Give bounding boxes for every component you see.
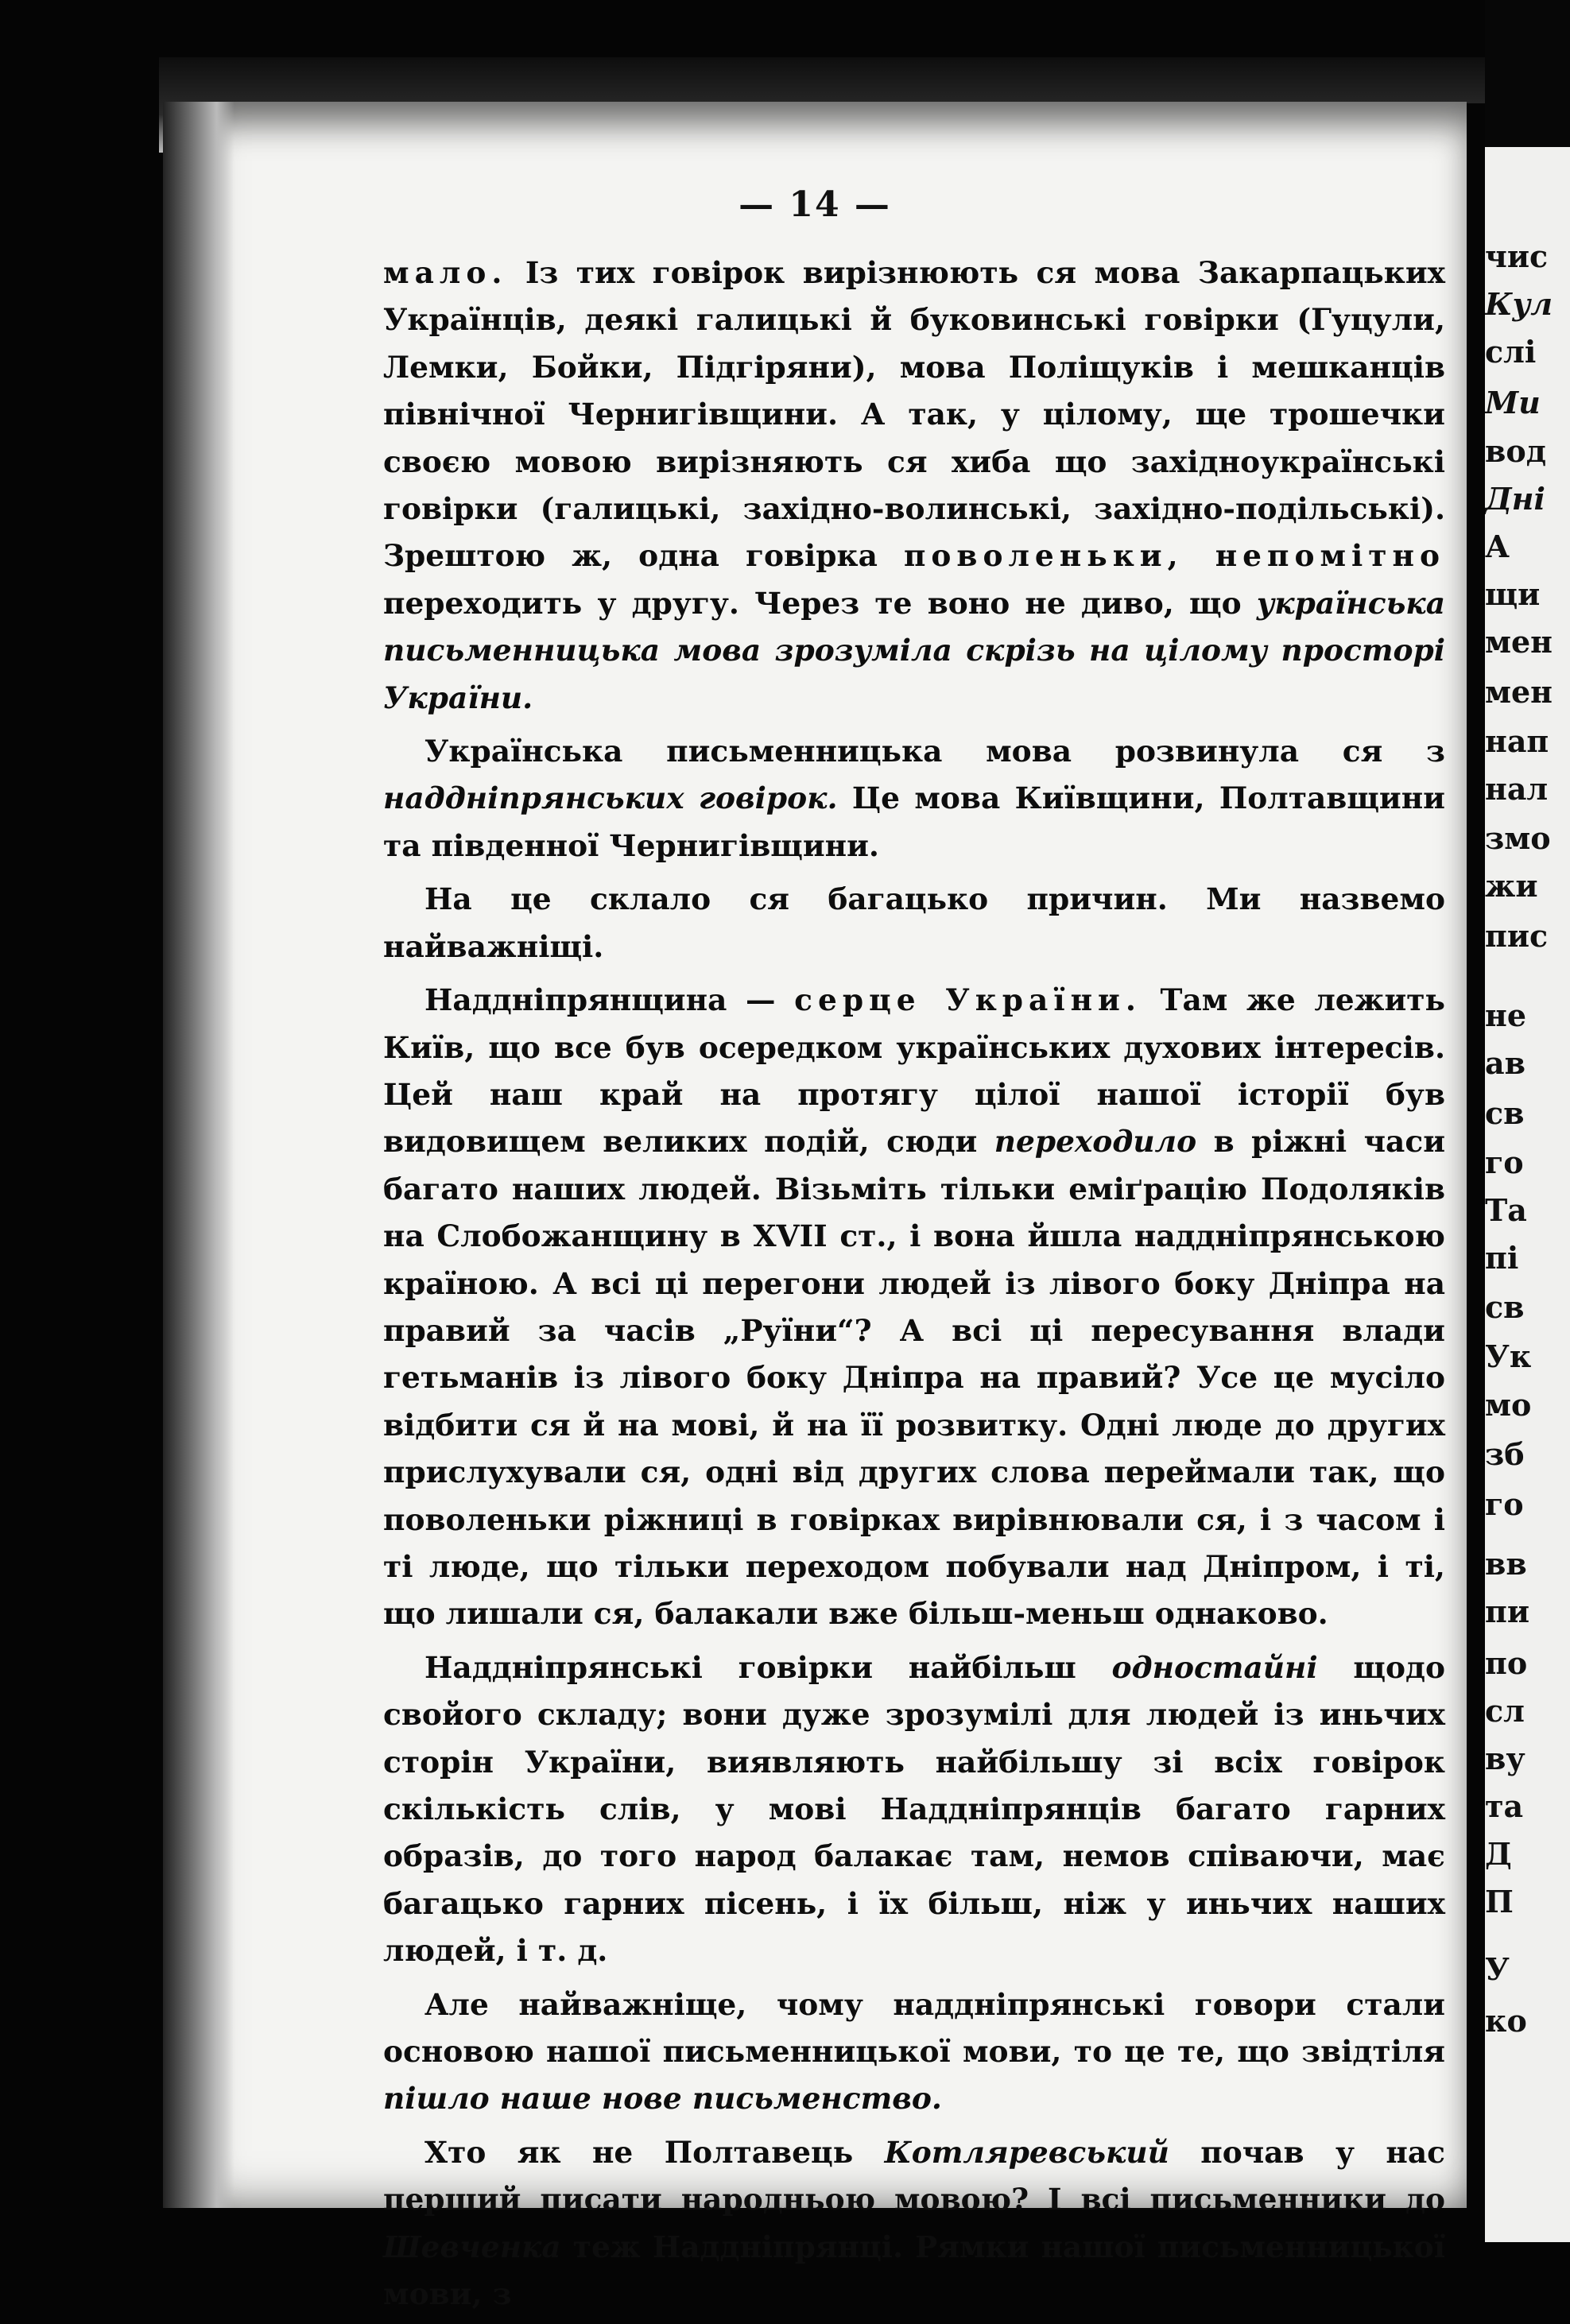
paragraph: [383, 1981, 1445, 2123]
italic-run: пішло наше нове письменство.: [383, 2081, 942, 2117]
text-run: в ріжні часи багато наших людей. Візьміть тільки еміґрацію Подоляків на Слобожанщину в XVII ст., і вона йшла наддніпрянською країною. А всі ці перегони людей із лівого боку Дніпра на правий за часів „Руїни“? А всі ці пересування влади гетьманів із лівого боку Дніпра на правий? Усе це мусіло відбити ся й на мові, й на її розвитку. Одні люде до других прислухували ся, одні від других слова переймали так, що поволеньки ріжниці в говірках вирівнювали ся, і з часом і ті люде, що тільки переходом побували над Дніпром, і ті, що лишали ся, балакали вже більш-меньш однаково.: [383, 1124, 1446, 1632]
adjacent-page-line: нал: [1485, 771, 1549, 807]
adjacent-page-line: вв: [1485, 1546, 1527, 1582]
text-run: Наддніпрянські говірки найбільш: [424, 1649, 1112, 1685]
paragraph: [383, 977, 1445, 1638]
italic-run: наддніпрянських говірок.: [383, 780, 838, 816]
adjacent-page-line: по: [1485, 1645, 1528, 1681]
adjacent-page-line: чис: [1485, 238, 1549, 274]
adjacent-page-line: сл: [1485, 1693, 1525, 1729]
adjacent-page-line: зб: [1485, 1436, 1525, 1472]
text-run: Українська письменницька мова розвинула ся з: [424, 734, 1445, 769]
adjacent-page-line: св: [1485, 1289, 1525, 1325]
adjacent-page-line: мен: [1485, 674, 1553, 710]
text-run: Це мова Київщини, Полтавщини та південної Чернигівщини.: [383, 780, 1445, 863]
adjacent-page-line: У: [1485, 1951, 1510, 1987]
adjacent-page-line: слі: [1485, 334, 1537, 370]
adjacent-page-line: Та: [1485, 1192, 1527, 1228]
adjacent-page-line: вод: [1485, 433, 1547, 469]
text-run: Але найважніще, чому наддніпрянські говори стали основою нашої письменницької мови, то це те, що звідтіля: [383, 1986, 1445, 2070]
adjacent-page-line: А: [1485, 529, 1510, 564]
adjacent-page-line: Дні: [1485, 481, 1545, 517]
italic-run: переходило: [994, 1124, 1197, 1160]
adjacent-page-line: щи: [1485, 576, 1541, 612]
adjacent-page-line: Кул: [1485, 286, 1553, 322]
text-run: теж Наддніпрянці. Рямки нашої письменницької мови, з: [383, 2229, 1445, 2312]
adjacent-page-line: ав: [1485, 1045, 1526, 1081]
page-gutter-shadow: [163, 102, 235, 2208]
page-gap: [1467, 103, 1485, 2241]
adjacent-page-line: пі: [1485, 1240, 1519, 1276]
adjacent-page-line: ко: [1485, 2003, 1527, 2039]
text-run: Із тих говірок вирізнюють ся мова Закарпацьких Українців, деякі галицькі й буковинські говірки (Гуцули, Лемки, Бойки, Підгіряни), мова Поліщуків і мешканців північної Чернигівщини. А так, у цілому, ще трошечки своєю мовою вирізняють ся хиба що західноукраїнські говірки (галицькі, західно-волинські, західно-подільські). Зрештою ж, одна говірка: [383, 255, 1445, 574]
text-run: почав у нас перший писати народньою мовою? І всі письменники до: [383, 2134, 1445, 2217]
text-run: Наддніпрянщина —: [424, 982, 795, 1018]
adjacent-page-line: змо: [1485, 820, 1551, 856]
italic-run: українська письменницька мова зрозуміла скрізь на цілому просторі України.: [383, 585, 1445, 715]
text-run: переходить у другу. Через те воно не диво, що: [383, 585, 1257, 621]
italic-run: одностайні: [1111, 1649, 1318, 1685]
adjacent-page-line: пис: [1485, 918, 1549, 954]
adjacent-page-line: пи: [1485, 1594, 1529, 1629]
adjacent-page-line: Д: [1485, 1836, 1512, 1872]
adjacent-page-line: мо: [1485, 1387, 1532, 1423]
adjacent-page-line: Ми: [1485, 385, 1541, 420]
adjacent-page-line: ву: [1485, 1741, 1525, 1776]
italic-run: Котляревський: [884, 2134, 1169, 2170]
adjacent-page-fragment: [1485, 0, 1570, 2242]
page-body-text: [383, 250, 1445, 2324]
adjacent-page-line: мен: [1485, 624, 1553, 660]
paragraph: [383, 876, 1445, 970]
text-run: Там же лежить Київ, що все був осередком українських духових інтересів. Цей наш край на протягу цілої нашої історії був видовищем великих подій, сюди: [383, 982, 1445, 1160]
page-number: — 14 —: [738, 184, 891, 225]
paragraph: [383, 2129, 1445, 2318]
adjacent-page-top-shadow: [1485, 0, 1570, 147]
spaced-run: серце України.: [794, 982, 1142, 1018]
adjacent-page-line: Ук: [1485, 1338, 1532, 1374]
spaced-run: мало.: [383, 255, 508, 290]
paragraph: [383, 728, 1445, 870]
text-run: щодо свойого складу; вони дуже зрозумілі для людей із иньчих сторін України, виявляють найбільшу зі всіх говірок скількість слів, у мові Наддніпрянців багато гарних образів, до того народ балакає там, немов співаючи, має багацько гарних пісень, і їх більш, ніж у иньчих наших людей, і т. д.: [383, 1649, 1445, 1969]
adjacent-page-line: не: [1485, 997, 1526, 1033]
paragraph: [383, 250, 1445, 722]
paragraph: [383, 1644, 1445, 1975]
adjacent-page-line: та: [1485, 1788, 1524, 1824]
adjacent-page-line: жи: [1485, 868, 1538, 904]
adjacent-page-line: го: [1485, 1145, 1524, 1180]
adjacent-page-line: св: [1485, 1095, 1525, 1131]
italic-run: Шевченка: [383, 2229, 561, 2264]
text-run: На це склало ся багацько причин. Ми назвемо найважніщі.: [383, 881, 1445, 964]
adjacent-page-line: го: [1485, 1486, 1524, 1522]
adjacent-page-line: П: [1485, 1884, 1514, 1919]
adjacent-page-line: нап: [1485, 723, 1549, 759]
text-run: Хто як не Полтавець: [424, 2134, 885, 2170]
spaced-run: поволеньки, непомітно: [903, 538, 1445, 574]
